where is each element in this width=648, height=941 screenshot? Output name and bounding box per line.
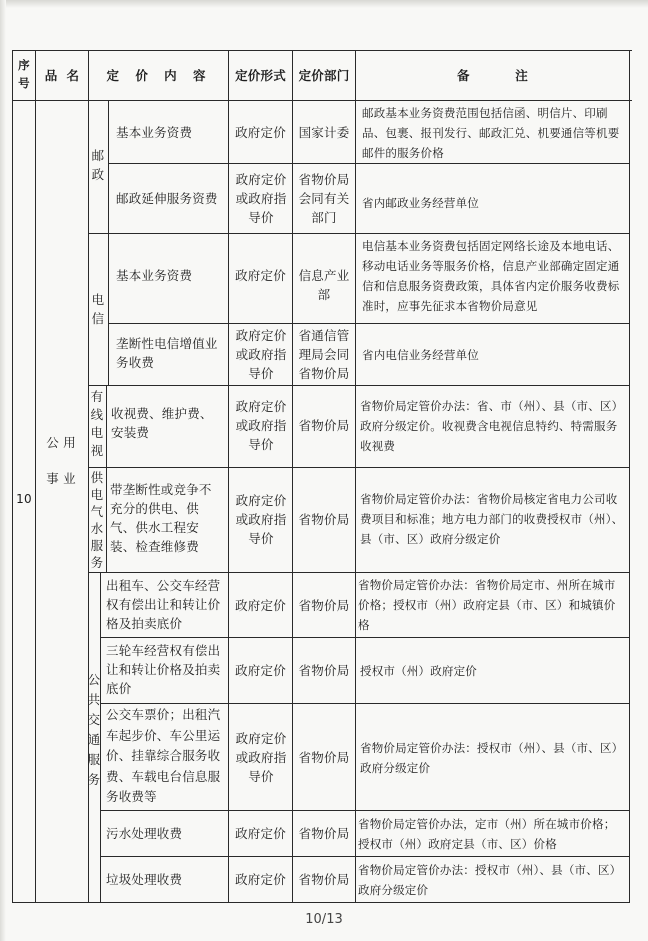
row-content: 收视费、维护费、安装费 [111,406,213,440]
row-remark: 省物价局定管价办法：省物价局核定省电力公司收费项目和标准；地方电力部门的收费授权市（州）、县（市、区）政府分级定价 [360,492,624,546]
row-remark: 邮政基本业务资费范围包括信函、明信片、印刷品、包裹、报刊发行、邮政汇兑、机要通信等机要邮件的服务价格 [362,106,620,160]
header-product: 品 名 [44,68,80,83]
header-form: 定价形式 [235,68,286,83]
row-dept: 省物价局 [298,826,350,841]
row-dept: 省通信管理局会同省物价局 [298,328,350,381]
rule [12,100,632,101]
row-dept: 省物价局 [298,663,350,678]
row-remark: 省内邮政业务经营单位 [362,196,479,210]
row-form: 政府定价 [235,826,286,841]
rule [12,50,632,51]
rule [106,385,107,572]
group-telecom: 电信 [91,292,105,326]
seq-number: 10 [16,492,32,506]
row-content: 污水处理收费 [106,826,183,841]
row-remark: 省物价局定管价办法，定市（州）所在城市价格；授权市（州）政府定县（市、区）价格 [358,817,616,851]
group-catv: 有线电视 [90,389,104,458]
rule [100,856,630,857]
row-content: 出租车、公交车经营权有偿出让和转让价格及拍卖底价 [106,578,221,631]
rule [88,467,630,468]
row-remark: 省物价局定管价办法：授权市（州）、县（市、区）政府分级定价 [358,863,622,897]
row-dept: 省物价局 [298,512,350,527]
row-remark: 授权市（州）政府定价 [360,664,477,678]
row-dept: 省物价局 [298,872,350,887]
group-utility: 供电气水服务 [90,470,104,570]
header-content: 定 价 内 容 [106,68,212,83]
rule [35,50,36,902]
row-remark: 省物价局定管价办法：授权市（州）、县（市、区）政府分级定价 [360,741,624,775]
group-postal: 邮政 [91,148,105,182]
rule [629,50,630,902]
row-dept: 国家计委 [298,125,350,140]
row-dept: 省物价局 [298,750,350,765]
row-form: 政府定价或政府指导价 [235,399,287,452]
rule [100,637,630,638]
row-content: 基本业务资费 [116,268,193,283]
row-form: 政府定价或政府指导价 [235,172,287,225]
row-dept: 省物价局 [298,598,350,613]
header-remark: 备 注 [457,68,528,83]
row-remark: 电信基本业务资费包括固定网络长途及本地电话、移动电话业务等服务价格，信息产业部确定固定通信和信息服务资费政策，具体省内定价服务收费标准时，应事先征求本省物价局意见 [362,239,620,313]
header-dept: 定价部门 [298,68,350,83]
page-number: 10/13 [305,912,343,927]
rule [88,233,630,234]
row-content: 邮政延伸服务资费 [116,191,218,206]
row-content: 垄断性电信增值业务收费 [116,336,218,370]
row-form: 政府定价 [235,872,286,887]
rule [108,323,630,324]
rule [292,50,293,902]
rule [12,902,630,903]
row-content: 三轮车经营权有偿出让和转让价格及拍卖底价 [106,643,221,696]
row-content: 基本业务资费 [116,125,193,140]
rule [88,572,630,573]
rule [100,810,630,811]
row-form: 政府定价 [235,663,286,678]
row-form: 政府定价或政府指导价 [235,328,287,381]
rule [88,385,630,386]
rule [355,50,356,902]
row-remark: 省物价局定管价办法：省物价局定市、州所在城市价格；授权市（州）政府定县（市、区）和城镇价格 [358,578,616,632]
header-seq: 序号 [18,58,30,90]
rule [228,50,229,902]
row-form: 政府定价或政府指导价 [235,731,287,784]
row-remark: 省内电信业务经营单位 [362,348,479,362]
category-label: 公 用 事 业 [46,435,76,486]
row-dept: 省物价局会同有关部门 [298,172,350,225]
row-dept: 信息产业部 [298,268,350,302]
row-form: 政府定价或政府指导价 [235,493,287,546]
rule [12,50,13,902]
row-form: 政府定价 [235,125,286,140]
rule [108,100,109,385]
row-content: 带垄断性或竞争不充分的供电、供气、供水工程安装、检查维修费 [110,482,212,554]
rule [108,163,630,164]
row-remark: 省物价局定管价办法：省、市（州）、县（市、区）政府分级定价。收视费含电视信息特约、特需服务收视费 [360,399,624,453]
row-content: 垃圾处理收费 [106,872,183,887]
row-form: 政府定价 [235,598,286,613]
row-form: 政府定价 [235,268,286,283]
group-transit: 公共交通服务 [87,672,101,787]
row-content: 公交车票价；出租汽车起步价、车公里运价、挂靠综合服务收费、车载电台信息服务收费等 [106,707,221,804]
row-dept: 省物价局 [298,418,350,433]
